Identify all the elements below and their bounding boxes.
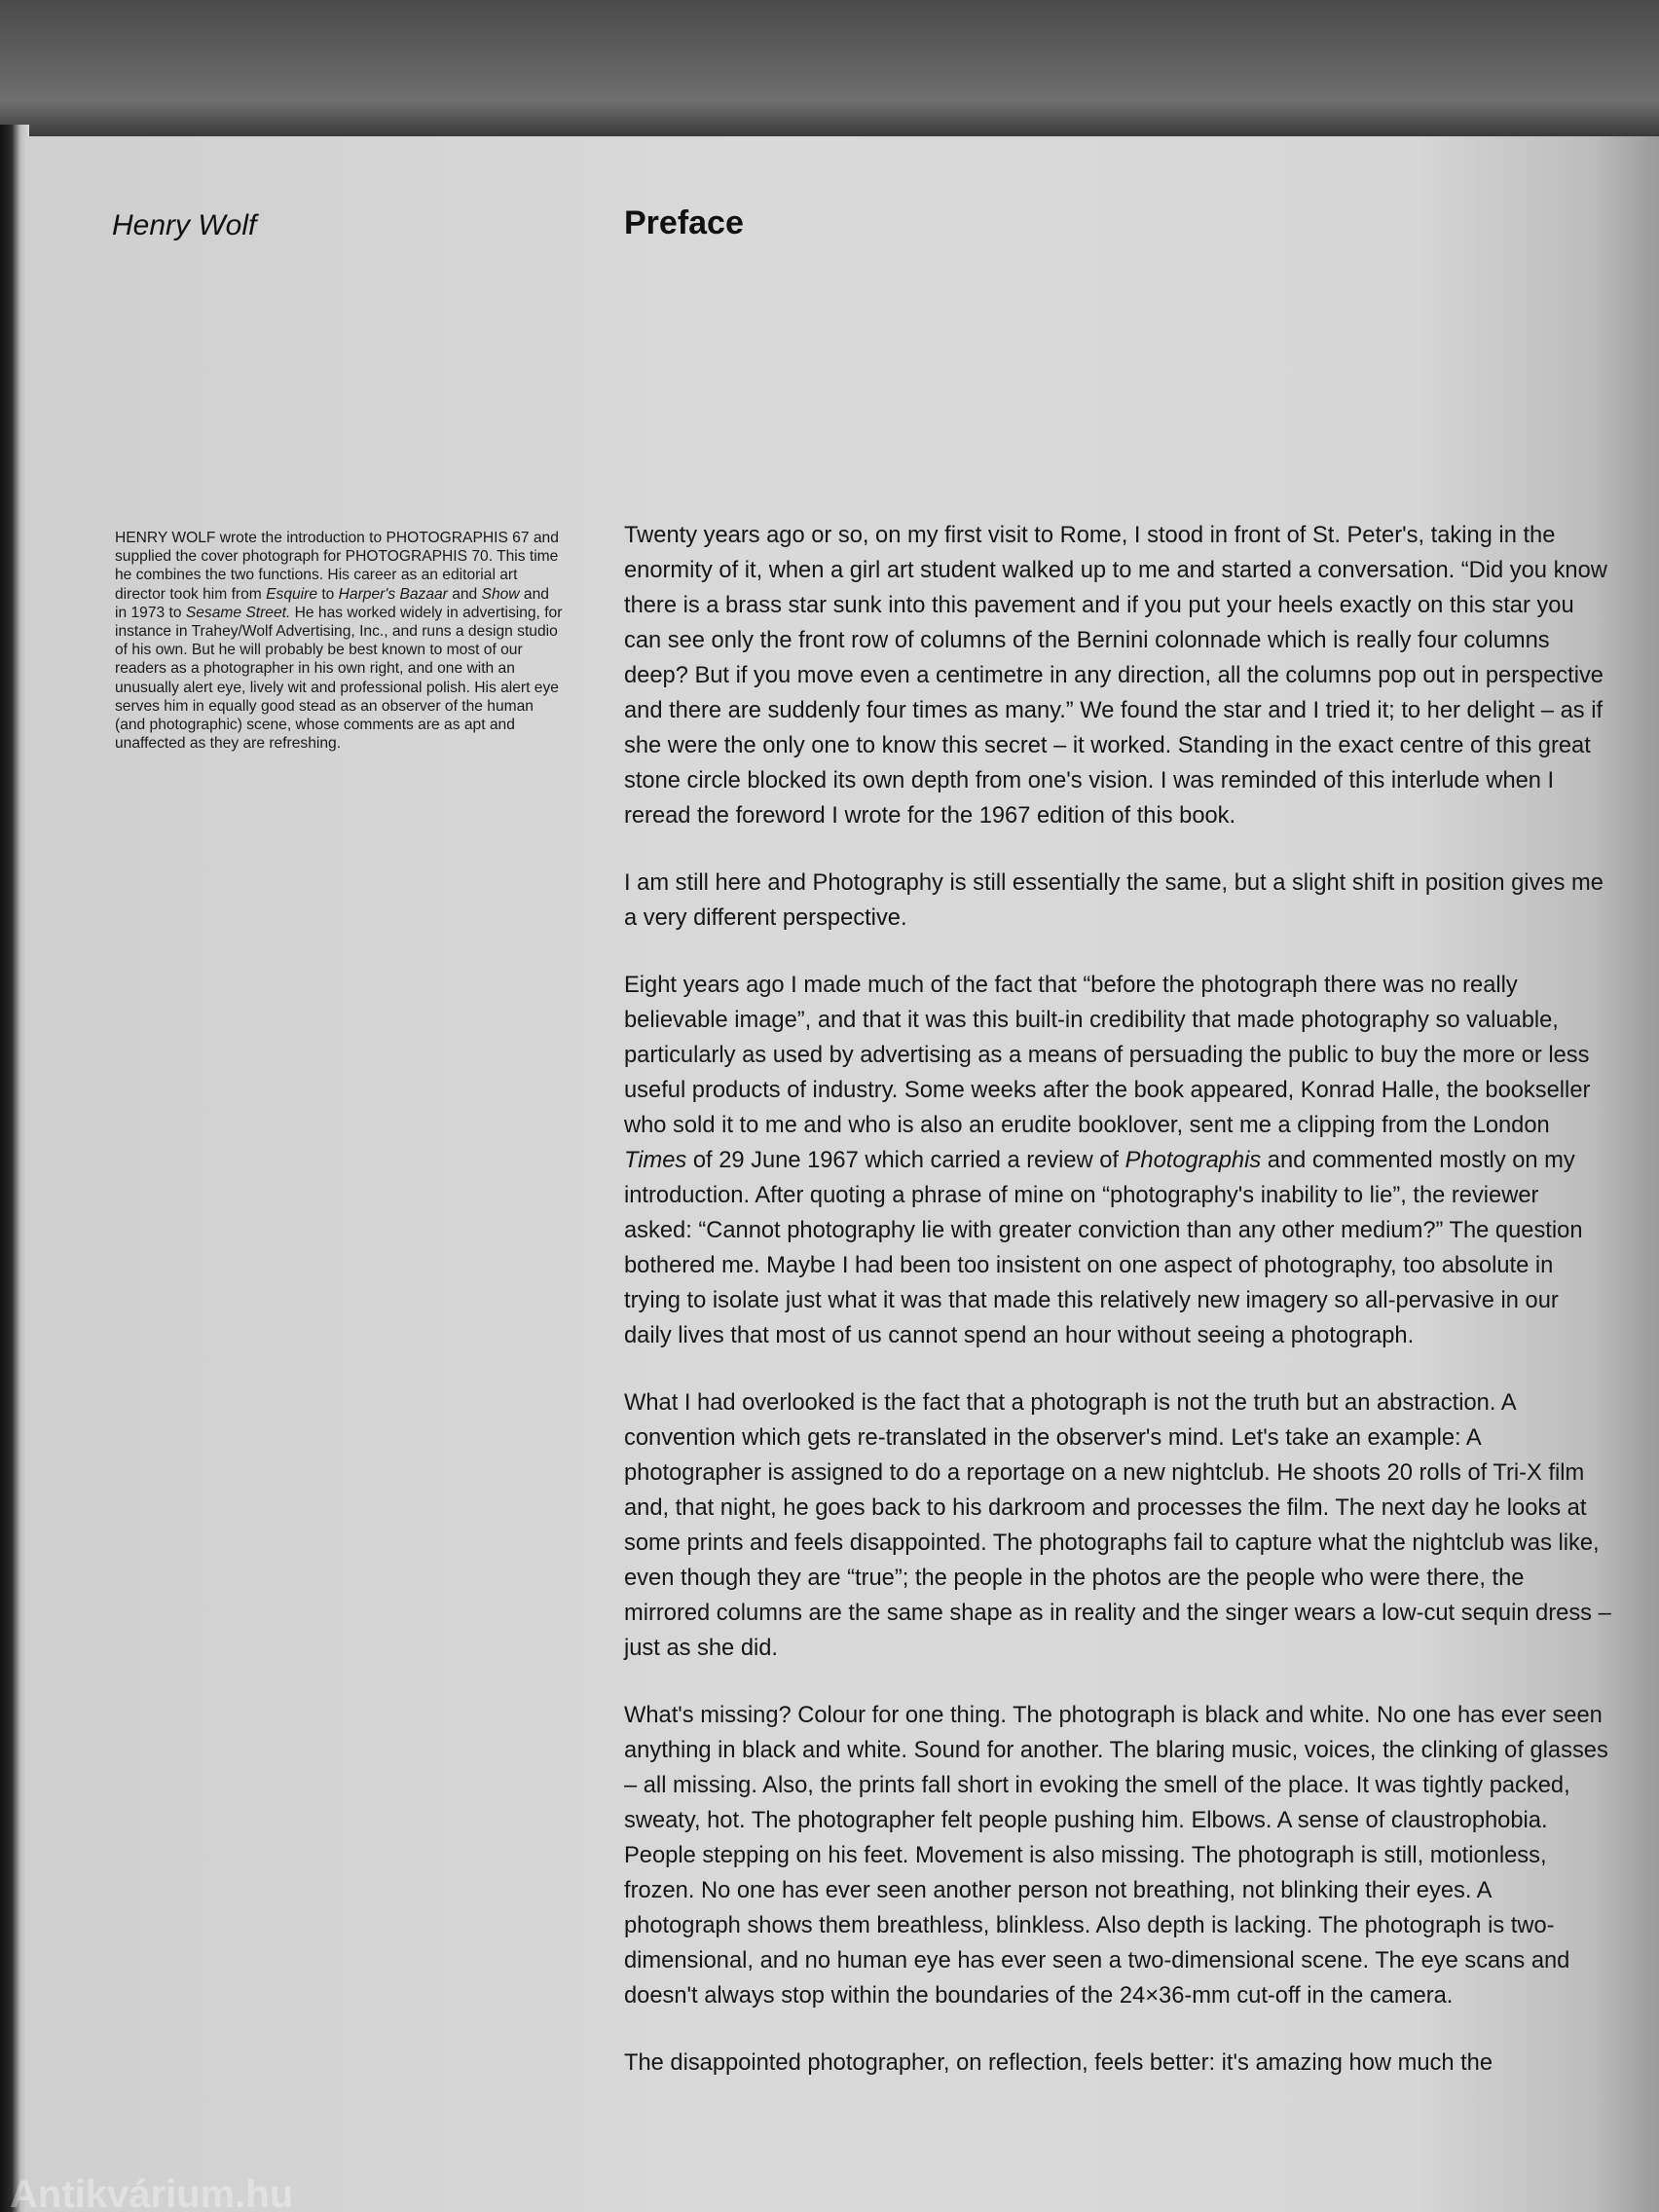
paragraph-3-text: of 29 June 1967 which carried a review of — [686, 1148, 1125, 1173]
bio-show-sesame-street: Sesame Street. — [185, 604, 291, 621]
paragraph-2: I am still here and Photography is still essentially the same, but a slight shift in position gives me a very different perspective. — [624, 870, 1604, 931]
paragraph-1: Twenty years ago or so, on my first visit to Rome, I stood in front of St. Peter's, taking in the enormity of it, when a girl art student walked up to me and started a conversation. “Did you know there is a brass star sunk into this pavement and if you put your heels exactly on this star you can see only the front row of columns of the Bernini colonnade which is really four columns deep? But if you move even a centimetre in any direction, all the columns pop out in perspective and there are suddenly four times as many.” We found the star and I tried it; to her delight – as if she were the only one to know this secret – it worked. Standing in the exact centre of this great stone circle blocked its own depth from one's vision. I was reminded of this interlude when I reread the foreword I wrote for the 1967 edition of this book. — [624, 523, 1607, 829]
book-title-reference: Photographis — [1124, 1148, 1262, 1173]
bio-text: and in 1973 to — [115, 585, 549, 621]
preface-body — [624, 518, 1612, 2113]
paragraph-5: What's missing? Colour for one thing. The photograph is black and white. No one has ever seen anything in black and white. Sound for another. The blaring music, voices, the clinking of glasses – all missing. Also, the prints fall short in evoking the smell of the place. It was tightly packed, sweaty, hot. The photographer felt people pushing him. Elbows. A sense of claustrophobia. People stepping on his feet. Movement is also missing. The photograph is still, motionless, frozen. No one has ever seen another person not breathing, not blinking their eyes. A photograph shows them breathless, blinkless. Also depth is lacking. The photograph is two-dimensional, and no human eye has ever seen a two-dimensional scene. The eye scans and doesn't always stop within the boundaries of the 24×36-mm cut-off in the camera. — [624, 1703, 1608, 2009]
paragraph-4: What I had overlooked is the fact that a photograph is not the truth but an abstraction. A convention which gets re-translated in the observer's mind. Let's take an example: A photographer is assigned to do a reportage on a new nightclub. He shoots 20 rolls of Tri-X film and, that night, he goes back to his darkroom and processes the film. The next day he looks at some prints and feels disappointed. The photographs fail to capture what the nightclub was like, even though they are “true”; the people in the photos are the people who were there, the mirrored columns are the same shape as in reality and the singer wears a low-cut sequin dress – just as she did. — [624, 1390, 1611, 1661]
bio-magazine-esquire: Esquire — [266, 585, 317, 603]
page-title: Preface — [624, 204, 744, 241]
watermark: Antikvárium.hu — [10, 2177, 294, 2212]
paragraph-3-text: and commented mostly on my introduction. After quoting a phrase of mine on “photography's inability to lie”, the reviewer asked: “Cannot photography lie with greater conviction than any other medium?” The question bothered me. Maybe I had been too insistent on one aspect of photography, too absolute in trying to isolate just what it was that made this relatively new imagery so all-pervasive in our daily lives that most of us cannot spend an hour without seeing a photograph. — [624, 1148, 1583, 1348]
paragraph-3-text: Eight years ago I made much of the fact that “before the photograph there was no really believable image”, and that it was this built-in credibility that made photography so valuable, particularly as used by advertising as a means of persuading the public to buy the more or less useful products of industry. Some weeks after the book appeared, Konrad Halle, the bookseller who sold it to me and who is also an erudite booklover, sent me a clipping from the London — [624, 973, 1591, 1138]
author-bio — [115, 529, 565, 753]
paragraph-3 — [624, 968, 1612, 1353]
author-heading: Henry Wolf — [112, 209, 257, 241]
bio-magazine-show: Show — [481, 585, 520, 603]
bio-text: to — [317, 585, 339, 603]
bio-magazine-harpers: Harper's Bazaar — [338, 585, 448, 603]
paragraph-6: The disappointed photographer, on reflection, feels better: it's amazing how much the — [624, 2050, 1493, 2076]
bio-text: and — [447, 585, 482, 603]
bio-text: HENRY WOLF wrote the introduction to PHOTOGRAPHIS 67 and supplied the cover photograph for PHOTOGRAPHIS 70. This time he combines the two functions. His career as an editorial art director took him from — [115, 530, 559, 603]
background-surface — [0, 0, 1659, 146]
newspaper-title: Times — [624, 1148, 687, 1173]
bio-text: He has worked widely in advertising, for instance in Trahey/Wolf Advertising, Inc., and runs a design studio of his own. But he will probably be best known to most of our readers as a photographer in his own right, and one with an unusually alert eye, lively wit and professional polish. His alert eye serves him in equally good stead as an observer of the human (and photographic) scene, whose comments are as apt and unaffected as they are refreshing. — [115, 604, 563, 753]
